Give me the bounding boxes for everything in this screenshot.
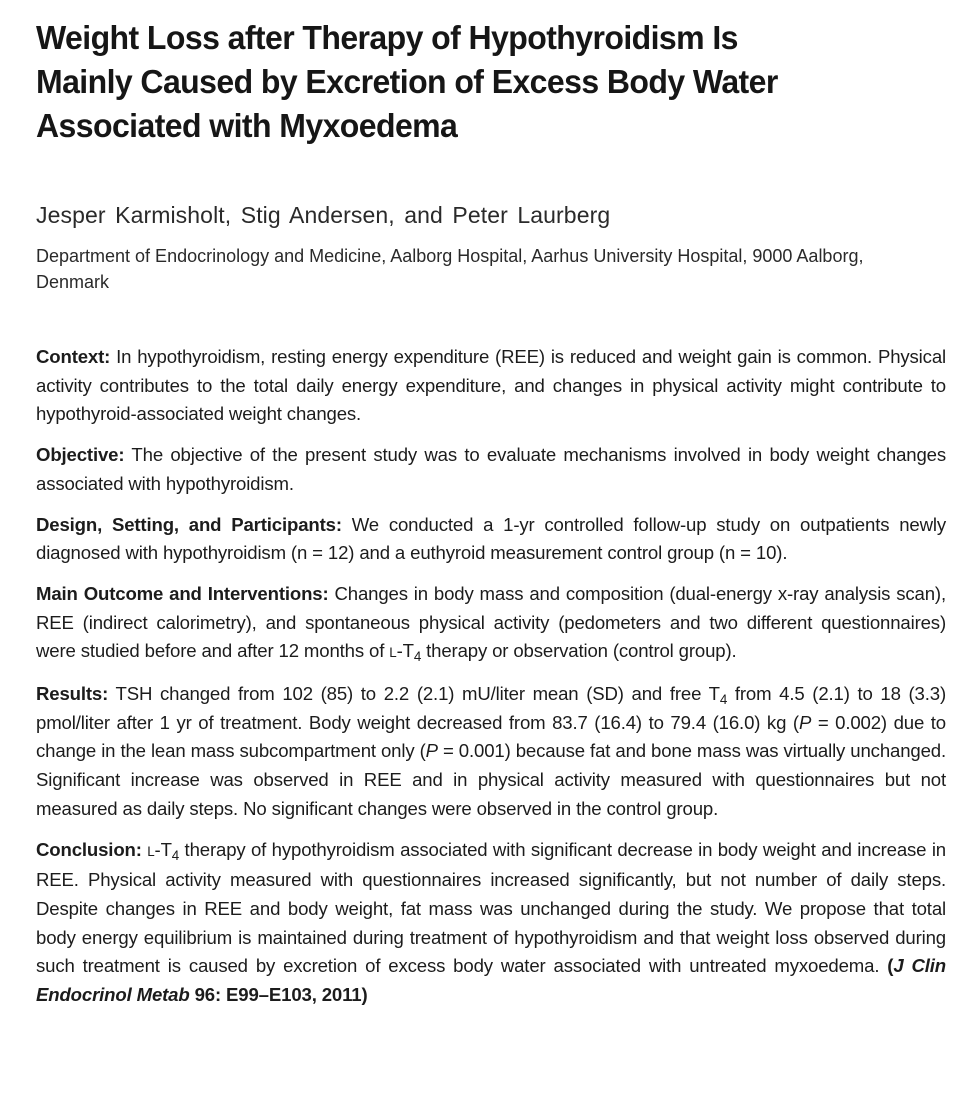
section-label: Design, Setting, and Participants: [36,513,342,535]
text-run: -T [396,640,414,662]
abstract-section-results [36,680,946,824]
section-label: Context: [36,346,111,367]
abstract-section-objective [36,441,946,498]
text-run: = 0.002) due to change in the lean mass subcompartment only ( [36,711,946,762]
italic-text: P [425,740,438,762]
italic-text: P [798,711,812,733]
article-title-line: Weight Loss after Therapy of Hypothyroidism Is [36,19,738,56]
section-body [36,683,946,819]
text-run: therapy of hypothyroidism associated with significant decrease in body weight and increase in REE. Physical activity measured with questionnaires increased significantly, but not number of daily steps. Despite changes in REE and body weight, fat mass was unchanged during the study. We propose that total body energy equilibrium is maintained during treatment of hypothyroidism and that weight loss observed during such treatment is caused by excretion of excess body water associated with untreated myxoedema. [36,838,946,977]
small-caps-text: L [147,843,155,859]
abstract-section-main-outcome [36,580,946,668]
text-run: TSH changed from 102 (85) to 2.2 (2.1) mU/liter mean (SD) and free T [108,683,720,705]
section-label: Objective: [36,444,125,466]
subscript: 4 [719,692,728,708]
citation-details: 96: E99–E103, 2011) [189,984,368,1006]
small-caps-text: L [389,645,397,661]
abstract-section-context [36,343,946,429]
author-list: Jesper Karmisholt, Stig Andersen, and Peter Laurberg [36,202,611,228]
article-title [36,0,890,148]
text-run: The objective of the present study was to evaluate mechanisms involved in body weight changes associated with hypothyroidism. [36,444,946,494]
text-run: In hypothyroidism, resting energy expenditure (REE) is reduced and weight gain is common. Physical activity contributes to the total daily energy expenditure, and changes in physical activity might contribute to hypothyroid-associated weight changes. [36,346,946,425]
article-title-line: Mainly Caused by Excretion of Excess Body Water [36,63,778,100]
text-run: therapy or observation (control group). [421,640,737,662]
section-body [36,444,946,494]
article-title-line: Associated with Myxoedema [36,107,458,144]
section-body [36,346,946,424]
abstract-section-conclusion [36,836,946,1010]
text-run: -T [154,838,172,860]
subscript: 4 [171,847,180,863]
text-run: = 0.001) because fat and bone mass was virtually unchanged. Significant increase was observed in REE and in physical activity measured with questionnaires but not measured as daily steps. No significant changes were observed in the control group. [36,740,946,819]
text-run: from 4.5 (2.1) to 18 (3.3) pmol/liter after 1 yr of treatment. Body weight decreased from 83.7 (16.4) to 79.4 (16.0) kg ( [36,683,946,733]
affiliation: Department of Endocrinology and Medicine, Aalborg Hospital, Aarhus University Hospital, 9000 Aalborg, Denmark [36,246,864,292]
abstract-section-design [36,511,946,568]
citation-open-paren: ( [887,955,894,977]
section-label: Conclusion: [36,838,142,860]
section-label: Results: [36,683,109,705]
text-run: Changes in body mass and composition (dual-energy x-ray analysis scan), REE (indirect calorimetry), and spontaneous physical activity (pedometers and two different questionnaires) were studied before and after 12 months of [36,582,946,662]
section-label: Main Outcome and Interventions: [36,582,329,604]
journal-name: J Clin Endocrinol Metab [36,955,946,1006]
abstract [36,343,946,1010]
text-run: We conducted a 1-yr controlled follow-up study on outpatients newly diagnosed with hypothyroidism (n = 12) and a euthyroid measurement control group (n = 10). [36,513,946,564]
subscript: 4 [413,649,422,665]
section-body [36,839,946,977]
